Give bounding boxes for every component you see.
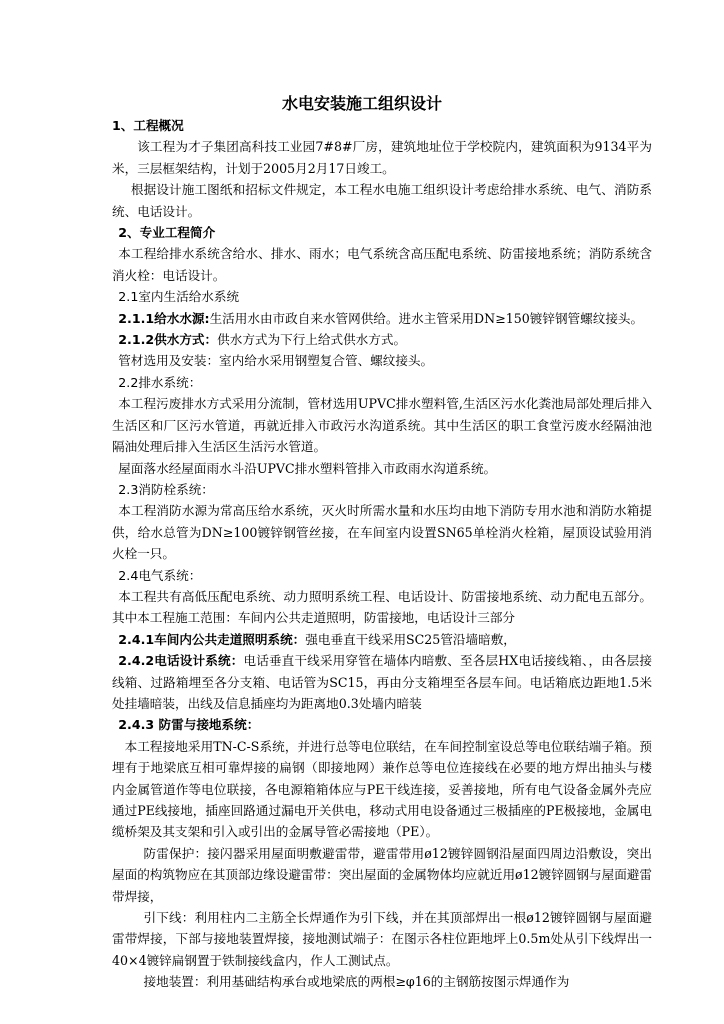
section-2-4-3-heading: 2.4.3 防雷与接地系统： [118,717,260,733]
paragraph-roof-drainage: 屋面落水经屋面雨水斗沿UPVC排水塑料管排入市政雨水沟道系统。 [118,460,497,476]
paragraph-2-1-1-text: 生活用水由市政自来水管网供给。进水主管采用DN≥150镀锌钢管螺纹接头。 [209,310,644,326]
paragraph-2-4-2-text: 电话垂直干线采用穿管在墙体内暗敷、至各层HX电话接线箱、，由各层接线箱、过路箱埋至各分支箱、电话管为SC15，再由分支箱埋至各层车间。电话箱底边距地1.5米处挂墙暗装，出线及信息插座均为距离地0.3处墙内暗装 [112,653,652,711]
paragraph-lightning-protection: 防雷保护：接闪器采用屋面明敷避雷带，避雷带用ø12镀锌圆钢沿屋面四周边沿敷设，突出屋面的构筑物应在其顶部边缘设避雷带：突出屋面的金属物体均应就近用ø12镀锌圆钢与屋面避雷带焊接， [112,845,652,904]
paragraph-fire-hydrant: 本工程消防水源为常高压给水系统，灭火时所需水量和水压均由地下消防专用水池和消防水箱提供，给水总管为DN≥100镀锌钢管丝接，在车间室内设置SN65单栓消火栓箱，屋顶设试验用消火栓一只。 [112,503,652,562]
section-2-3-heading: 2.3消防栓系统： [118,481,214,497]
paragraph-2-4-1 [112,629,652,650]
paragraph-grounding-system: 本工程接地采用TN-C-S系统，并进行总等电位联结，在车间控制室设总等电位联结端子箱。预埋有于地梁底互相可靠焊接的扁钢（即接地网）兼作总等电位连接线在必要的地方焊出抽头与楼内金属管道作等电位联接，各电源箱箱体应与PE干线连接，妥善接地，所有电气设备金属外壳应通过PE线接地，插座回路通过漏电开关供电，移动式用电设备通过三极插座的PE极接地，金属电缆桥架及其支架和引入或引出的金属导管必需接地（PE）。 [112,738,652,840]
paragraph-project-overview: 该工程为才子集团高科技工业园7#8#厂房，建筑地址位于学校院内，建筑面积为9134平为米，三层框架结构，计划于2005月2月17日竣工。 [112,139,652,176]
paragraph-2-1-1-lead: 2.1.1给水水源: [118,310,210,326]
paragraph-2-1-2 [112,329,652,350]
paragraph-2-1-2-text: 供水方式为下行上给式供水方式。 [217,332,407,348]
paragraph-drainage-system: 本工程污废排水方式采用分流制，管材选用UPVC排水塑料管,生活区污水化粪池局部处理后排入生活区和厂区污水管道，再就近排入市政污水沟道系统。其中生活区的职工食堂污废水经隔油池隔油处理后排入生活区生活污水管道。 [112,396,652,455]
paragraph-2-4-2-lead: 2.4.2电话设计系统： [118,653,244,669]
paragraph-design-basis: 根据设计施工图纸和招标文件规定，本工程水电施工组织设计考虑给排水系统、电气、消防系统、电话设计。 [112,182,652,219]
paragraph-systems-summary: 本工程给排水系统含给水、排水、雨水；电气系统含高压配电系统、防雷接地系统；消防系统含消火栓：电话设计。 [112,246,652,283]
paragraph-down-conductor: 引下线：利用柱内二主筋全长焊通作为引下线，并在其顶部焊出一根ø12镀锌圆钢与屋面避雷带焊接，下部与接地装置焊接，接地测试端子：在图示各柱位距地坪上0.5m处从引下线焊出一40×4镀锌扁钢置于铁制接线盒内，作人工测试点。 [112,910,652,968]
paragraph-2-1-2-lead: 2.1.2供水方式： [118,332,218,348]
paragraph-2-4-1-lead: 2.4.1车间内公共走道照明系统： [118,631,306,647]
paragraph-grounding-device: 接地装置：利用基础结构承台或地梁底的两根≥φ16的主钢筋按图示焊通作为 [143,974,570,990]
paragraph-2-4-2 [112,650,652,714]
section-2-4-heading: 2.4电气系统： [118,567,202,583]
paragraph-2-1-1 [112,308,652,329]
section-1-heading: 1、工程概况 [112,118,184,133]
document-body [112,115,652,993]
section-2-2-heading: 2.2排水系统： [118,374,202,390]
paragraph-2-4-1-text: 强电垂直干线采用SC25管沿墙暗敷， [305,631,516,647]
section-2-1-heading: 2.1室内生活给水系统 [118,289,240,305]
paragraph-pipe-materials: 管材选用及安装：室内给水采用钢塑复合管、螺纹接头。 [118,353,434,369]
document-title: 水电安装施工组织设计 [281,94,442,113]
section-2-heading: 2、专业工程简介 [118,225,216,241]
paragraph-electrical-scope: 本工程共有高低压配电系统、动力照明系统工程、电话设计、防雷接地系统、动力配电五部分。其中本工程施工范围：车间内公共走道照明，防雷接地，电话设计三部分 [112,588,652,626]
